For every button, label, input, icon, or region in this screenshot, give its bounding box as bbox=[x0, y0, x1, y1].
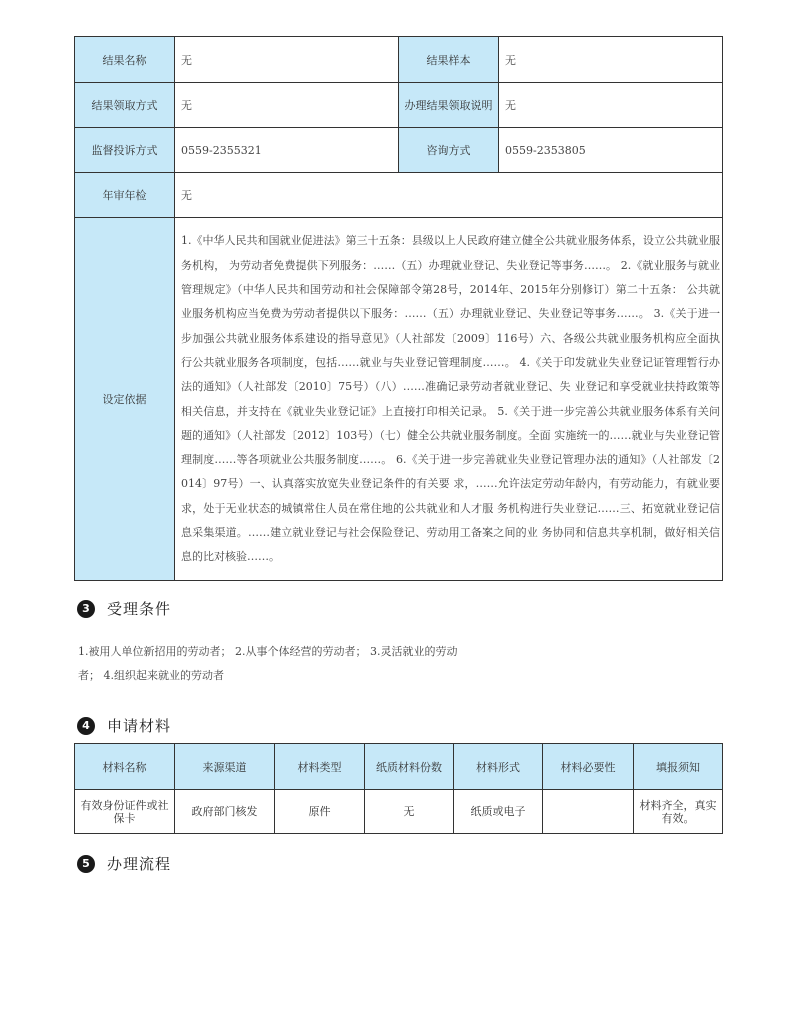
header-necessity: 材料必要性 bbox=[543, 744, 634, 790]
header-material-form: 材料形式 bbox=[454, 744, 543, 790]
materials-table bbox=[74, 743, 723, 834]
table-row bbox=[75, 790, 723, 834]
material-type-cell: 原件 bbox=[275, 790, 365, 834]
complaint-label: 监督投诉方式 bbox=[75, 128, 175, 173]
section-number-badge: 3 bbox=[77, 600, 95, 618]
consult-value: 0559-2353805 bbox=[499, 128, 723, 173]
table-row bbox=[75, 83, 723, 128]
acceptance-conditions-text: 1.被用人单位新招用的劳动者； 2.从事个体经营的劳动者； 3.灵活就业的劳动者； 4.组织起来就业的劳动者 bbox=[78, 645, 458, 682]
service-info-table bbox=[74, 36, 723, 581]
section-title: 申请材料 bbox=[107, 717, 172, 735]
table-row bbox=[75, 218, 723, 581]
table-row bbox=[75, 37, 723, 83]
legal-basis-text: 1.《中华人民共和国就业促进法》第三十五条：县级以上人民政府建立健全公共就业服务体系，设立公共就业服务机构， 为劳动者免费提供下列服务：……（五）办理就业登记、失业登记等事务……。 2.《就业服务与就业管理规定》（中华人民共和国劳动和社会保障部令第28号，2014年、2015年分别修订）第二十五条： 公共就业服务机构应当免费为劳动者提供以下服务：……（五）办理就业登记、失业登记等事务……。 3.《关于进一步加强公共就业服务体系建设的指导意见》（人社部发〔2009〕116号）六、各级公共就业服务机构应全面执 行公共就业服务各项制度，包括……就业与失业登记管理制度……。 4.《关于印发就业失业登记证管理暂行办法的通知》（人社部发〔2010〕75号）（八）……准确记录劳动者就业登记、失 业登记和享受就业扶持政策等相关信息，并支持在《就业失业登记证》上直接打印相关记录。 5.《关于进一步完善公共就业服务体系有关问题的通知》（人社部发〔2012〕103号）（七）健全公共就业服务制度。全面 实施统一的……就业与失业登记管理制度……等各项就业公共服务制度……。 6.《关于进一步完善就业失业登记管理办法的通知》（人社部发〔2014〕97号）一、认真落实放宽失业登记条件的有关要 求，……允许法定劳动年龄内，有劳动能力，有就业要求，处于无业状态的城镇常住人员在常住地的公共就业和人才服 务机构进行失业登记……三、拓宽就业登记信息采集渠道。……建立就业登记与社会保险登记、劳动用工备案之间的业 务协同和信息共享机制，做好相关信息的比对核验……。 bbox=[181, 234, 720, 564]
table-row bbox=[75, 173, 723, 218]
material-form-cell: 纸质或电子 bbox=[454, 790, 543, 834]
annual-review-label: 年审年检 bbox=[75, 173, 175, 218]
section-title: 办理流程 bbox=[107, 855, 172, 873]
section-number-badge: 4 bbox=[77, 717, 95, 735]
header-filling-notes: 填报须知 bbox=[634, 744, 723, 790]
result-name-label: 结果名称 bbox=[75, 37, 175, 83]
consult-label: 咨询方式 bbox=[399, 128, 499, 173]
section-application-materials bbox=[77, 715, 171, 736]
annual-review-value: 无 bbox=[175, 173, 723, 218]
material-name-cell: 有效身份证件或社保卡 bbox=[75, 790, 175, 834]
complaint-value: 0559-2355321 bbox=[175, 128, 399, 173]
section-acceptance-conditions bbox=[77, 598, 171, 619]
result-pickup-label: 结果领取方式 bbox=[75, 83, 175, 128]
paper-copies-cell: 无 bbox=[365, 790, 454, 834]
necessity-cell bbox=[543, 790, 634, 834]
legal-basis-cell bbox=[175, 218, 723, 581]
source-channel-cell: 政府部门核发 bbox=[175, 790, 275, 834]
header-source-channel: 来源渠道 bbox=[175, 744, 275, 790]
header-paper-copies: 纸质材料份数 bbox=[365, 744, 454, 790]
result-note-label: 办理结果领取说明 bbox=[399, 83, 499, 128]
result-sample-value: 无 bbox=[499, 37, 723, 83]
result-sample-label: 结果样本 bbox=[399, 37, 499, 83]
legal-basis-label: 设定依据 bbox=[75, 218, 175, 581]
table-row bbox=[75, 128, 723, 173]
table-header-row bbox=[75, 744, 723, 790]
header-material-type: 材料类型 bbox=[275, 744, 365, 790]
result-note-value: 无 bbox=[499, 83, 723, 128]
section-process-flow bbox=[77, 853, 171, 874]
section-number-badge: 5 bbox=[77, 855, 95, 873]
result-pickup-value: 无 bbox=[175, 83, 399, 128]
header-material-name: 材料名称 bbox=[75, 744, 175, 790]
result-name-value: 无 bbox=[175, 37, 399, 83]
section-title: 受理条件 bbox=[107, 600, 172, 618]
filling-notes-cell: 材料齐全，真实有效。 bbox=[634, 790, 723, 834]
